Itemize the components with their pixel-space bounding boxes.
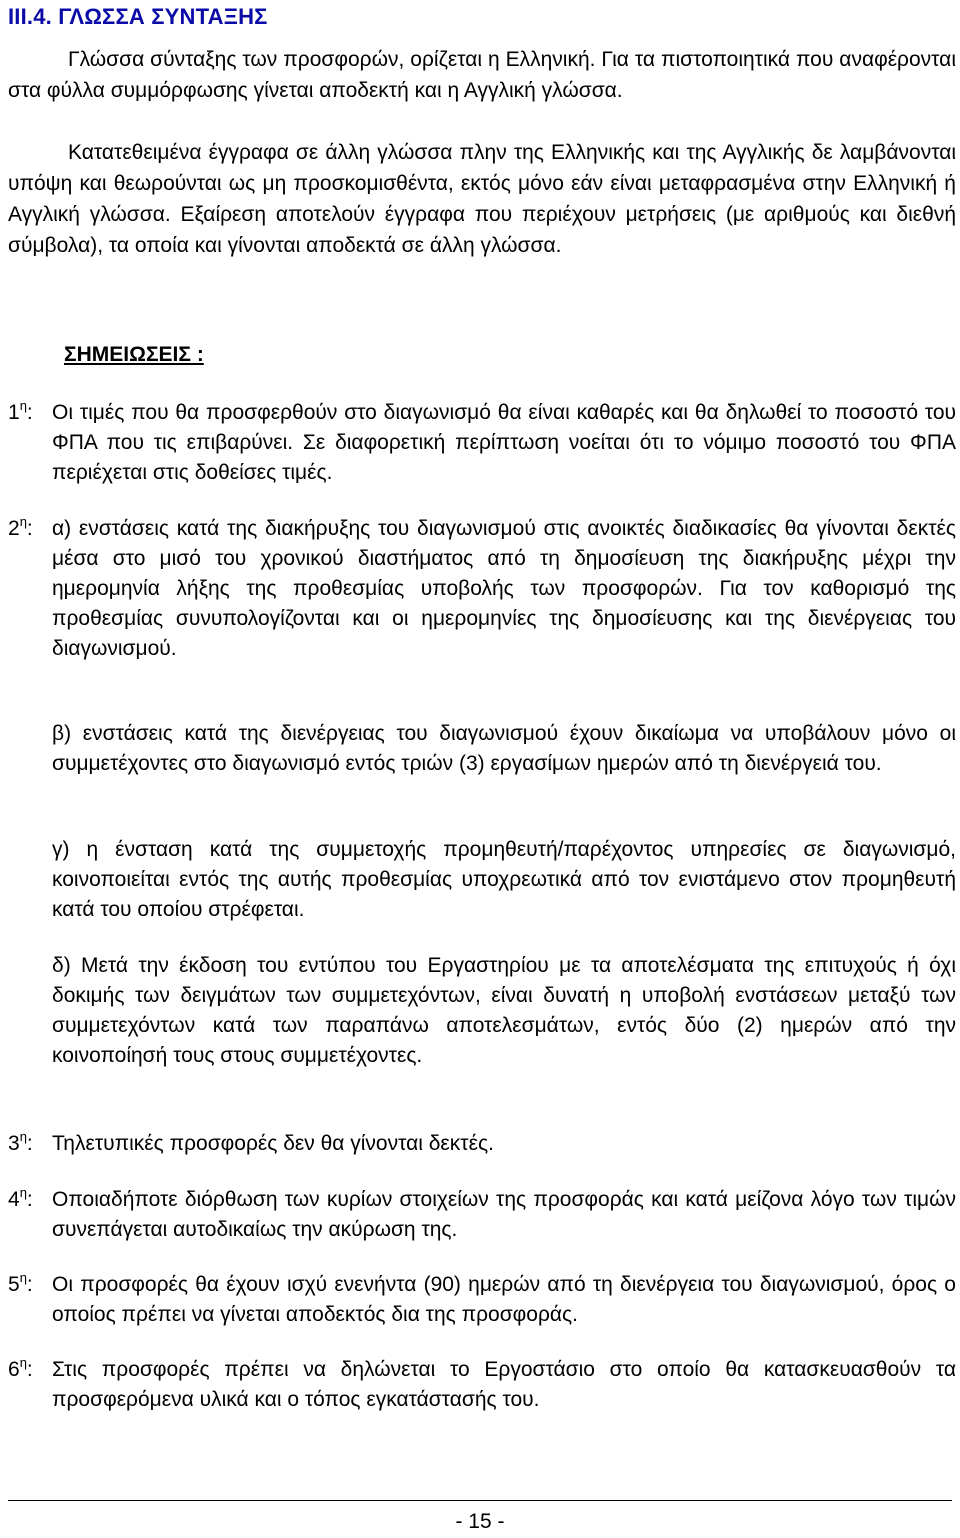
note-text: α) ενστάσεις κατά της διακήρυξης του διαγωνισμού στις ανοικτές διαδικασίες θα γίνονται δεκτές μέσα στο μισό του χρονικού διαστήματος από τη δημοσίευση της διακήρυξης μέχρι την ημερομηνία λήξης της προθεσμίας υποβολής των προσφορών. Για τον καθορισμό της προθεσμίας συνυπολογίζονται και οι ημερομηνίες της δημοσίευσης και της διενέργειας του διαγωνισμού.: [52, 517, 956, 660]
note-number: $1^\eta$:: [8, 398, 33, 424]
note-2: [8, 514, 956, 664]
note-text: Οι προσφορές θα έχουν ισχύ ενενήντα (90) ημερών από τη διενέργεια του διαγωνισμού, όρος ο οποίος πρέπει να γίνεται αποδεκτός δια της προσφοράς.: [52, 1273, 956, 1326]
note-1: [8, 398, 956, 488]
notes-title: ΣΗΜΕΙΩΣΕΙΣ :: [64, 343, 204, 366]
note-number: $4^\eta$:: [8, 1185, 33, 1211]
note-2-item-b: β) ενστάσεις κατά της διενέργειας του διαγωνισμού έχουν δικαίωμα να υποβάλουν μόνο οι συμμετέχοντες στο διαγωνισμό εντός τριών (3) εργασίμων ημερών από τη διενέργειά του.: [52, 722, 956, 775]
section-heading: III.4. ΓΛΩΣΣΑ ΣΥΝΤΑΞΗΣ: [8, 4, 268, 29]
intro-paragraph-1: Γλώσσα σύνταξης των προσφορών, ορίζεται η Ελληνική. Για τα πιστοποιητικά που αναφέρονται στα φύλλα συμμόρφωσης γίνεται αποδεκτή και η Αγγλική γλώσσα.: [8, 48, 956, 102]
note-2-item-c: γ) η ένσταση κατά της συμμετοχής προμηθευτή/παρέχοντος υπηρεσίες σε διαγωνισμό, κοινοποιείται εντός της αυτής προθεσμίας υποχρεωτικά από τον ενιστάμενο στον προμηθευτή κατά του οποίου στρέφεται.: [52, 838, 956, 921]
note-3: [8, 1129, 956, 1159]
note-text: Οποιαδήποτε διόρθωση των κυρίων στοιχείων της προσφοράς και κατά μείζονα λόγο των τιμών συνεπάγεται αυτοδικαίως την ακύρωση της.: [52, 1188, 956, 1241]
note-number: $3^\eta$:: [8, 1129, 33, 1155]
note-number: $2^\eta$:: [8, 514, 33, 540]
page-number: - 15 -: [455, 1510, 505, 1533]
note-text: Τηλετυπικές προσφορές δεν θα γίνονται δεκτές.: [52, 1132, 494, 1155]
note-6: [8, 1355, 956, 1415]
note-number: $5^\eta$:: [8, 1270, 33, 1296]
note-4: [8, 1185, 956, 1245]
note-text: Οι τιμές που θα προσφερθούν στο διαγωνισμό θα είναι καθαρές και θα δηλωθεί το ποσοστό του ΦΠΑ που τις επιβαρύνει. Σε διαφορετική περίπτωση νοείται ότι το νόμιμο ποσοστό του ΦΠΑ περιέχεται στις δοθείσες τιμές.: [52, 401, 956, 484]
note-5: [8, 1270, 956, 1330]
note-number: $6^\eta$:: [8, 1355, 33, 1381]
note-text: Στις προσφορές πρέπει να δηλώνεται το Εργοστάσιο στο οποίο θα κατασκευασθούν τα προσφερόμενα υλικά και ο τόπος εγκατάστασής του.: [52, 1358, 956, 1411]
footer-divider: [8, 1500, 952, 1501]
intro-paragraph-2: Κατατεθειμένα έγγραφα σε άλλη γλώσσα πλην της Ελληνικής και της Αγγλικής δε λαμβάνονται υπόψη και θεωρούνται ως μη προσκομισθέντα, εκτός μόνο εάν είναι μεταφρασμένα στην Ελληνική ή Αγγλική γλώσσα. Εξαίρεση αποτελούν έγγραφα που περιέχουν μετρήσεις (με αριθμούς και διεθνή σύμβολα), τα οποία και γίνονται αποδεκτά σε άλλη γλώσσα.: [8, 141, 956, 257]
note-2-item-d: δ) Μετά την έκδοση του εντύπου του Εργαστηρίου με τα αποτελέσματα της επιτυχούς ή όχι δοκιμής των δειγμάτων των συμμετεχόντων, είναι δυνατή η υποβολή ενστάσεων μεταξύ των συμμετεχόντων κατά των παραπάνω αποτελεσμάτων, εντός δύο (2) ημερών από την κοινοποίησή τους στους συμμετέχοντες.: [52, 954, 956, 1067]
